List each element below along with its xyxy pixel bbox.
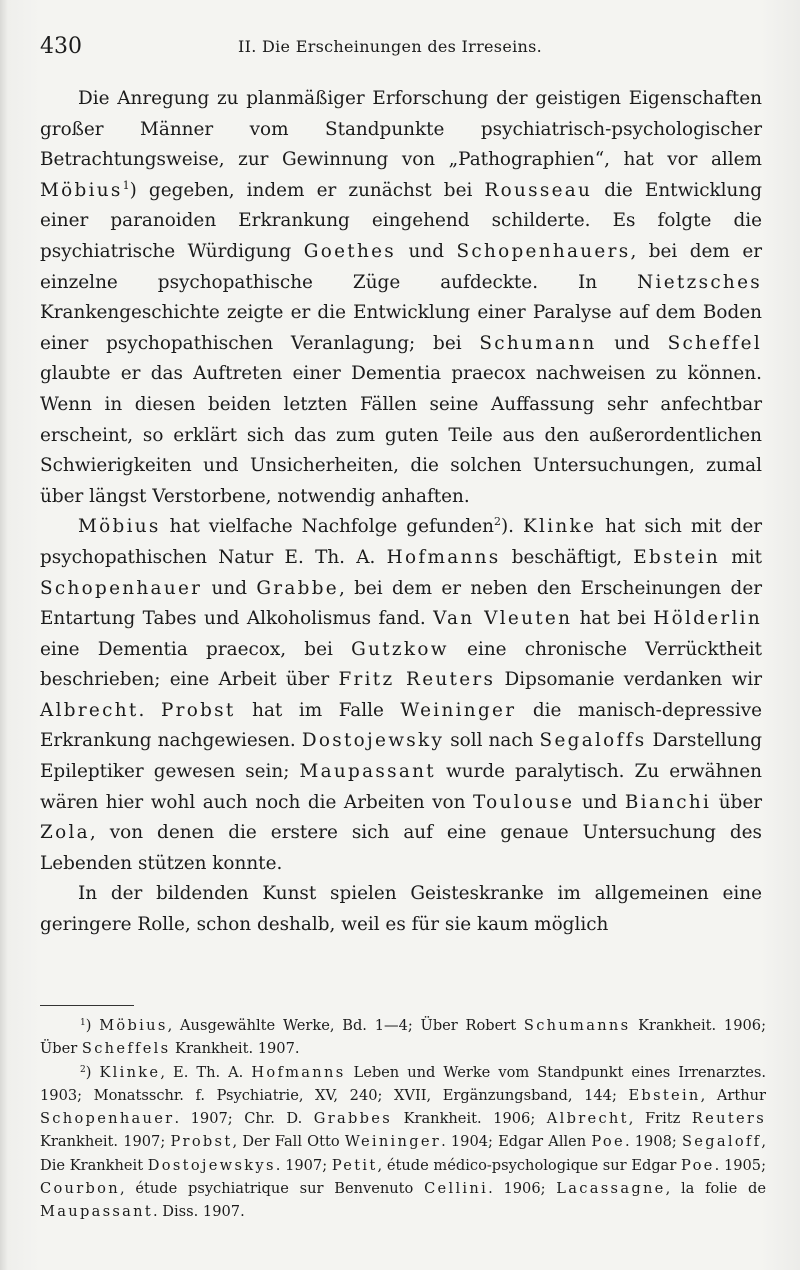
text-run: , Fritz	[628, 1110, 692, 1128]
text-run: , Die Krankheit	[40, 1133, 766, 1174]
page-header	[40, 34, 760, 64]
text-run: . 1908;	[624, 1133, 682, 1151]
emphasized-name: Scheffel	[667, 332, 762, 354]
emphasized-name: Maupassant	[40, 1203, 154, 1221]
emphasized-name: Möbius	[99, 1017, 168, 1034]
text-run: beschäftigt,	[500, 546, 634, 568]
text-run: Krankheit. 1906;	[392, 1110, 547, 1128]
emphasized-name: Zola	[40, 822, 90, 844]
text-run: hat vielfache Nachfolge gefunden	[160, 516, 494, 538]
text-run: Leben und Werke vom Standpunkt eines Irrenarztes. 1903; Monatsschr. f. Psychiatrie, XV, 240; XVII, Ergänzungsband, 144;	[40, 1063, 766, 1104]
text-run: mit	[720, 546, 762, 568]
text-run: . 1904; Edgar Allen	[441, 1133, 592, 1151]
text-run: wurde paralytisch. Zu erwähnen wären hier wohl auch noch die Arbeiten von	[40, 761, 762, 813]
text-run: )	[85, 1063, 100, 1081]
text-run: über	[711, 791, 762, 813]
footnote-rule	[40, 1005, 134, 1006]
text-run: , la folie de	[665, 1180, 766, 1198]
emphasized-name: Grabbes	[313, 1110, 393, 1128]
emphasized-name: Schopenhauer	[40, 1110, 175, 1128]
emphasized-name: Segaloffs	[539, 730, 647, 752]
emphasized-name: Fritz Reuters	[338, 669, 496, 691]
text-run: , étude psychiatrique sur Benvenuto	[119, 1180, 425, 1198]
emphasized-name: Courbon	[40, 1180, 120, 1198]
emphasized-name: Hölderlin	[653, 608, 762, 630]
paragraph	[40, 84, 762, 512]
text-run: , étude médico-psychologique sur Edgar	[377, 1156, 682, 1174]
text-run: Krankheit. 1906; Über	[40, 1017, 766, 1058]
emphasized-name: Schumann	[479, 332, 597, 354]
text-run: , Arthur	[700, 1086, 767, 1104]
emphasized-name: Van Vleuten	[433, 608, 573, 630]
emphasized-name: Albrecht	[546, 1110, 629, 1128]
text-run: glaubte er das Auftreten einer Dementia praecox nachweisen zu können. Wenn in diesen beiden letzten Fällen seine Auffassung sehr anfechtbar erscheint, so erklärt sich das zum guten Teile aus den außerordentlichen Schwierigkeiten und Unsicherheiten, die solchen Untersuchungen, zumal über längst Verstorbene, notwendig anhaften.	[40, 363, 762, 507]
text-run: hat bei	[572, 608, 654, 630]
footnote	[40, 1061, 766, 1224]
running-head: II. Die Erscheinungen des Irreseins.	[238, 37, 543, 56]
text-run: ) gegeben, indem er zunächst bei	[129, 179, 485, 201]
text-run: Darstellung Epileptiker gewesen sein;	[40, 730, 762, 783]
emphasized-name: Poe	[681, 1156, 715, 1174]
emphasized-name: Cellini	[424, 1180, 489, 1198]
body-text	[40, 84, 762, 941]
emphasized-name: Bianchi	[624, 791, 712, 813]
emphasized-name: Probst	[170, 1133, 233, 1151]
emphasized-name: Ebstein	[633, 546, 721, 568]
paragraph	[40, 512, 762, 879]
emphasized-name: Dostojewskys	[147, 1156, 276, 1174]
footnote-ref: 2	[80, 1064, 86, 1075]
footnote-ref: 1	[122, 178, 130, 192]
text-run: , bei dem er einzelne psychopathische Züge aufdeckte. In	[40, 240, 762, 293]
footnote-ref: 1	[80, 1018, 86, 1028]
text-run: Krankheit. 1907;	[40, 1133, 171, 1151]
text-run: Krankengeschichte zeigte er die Entwicklung einer Paralyse auf dem Boden einer psychopathischen Veranlagung; bei	[40, 302, 762, 354]
text-run: , von denen die erstere sich auf eine genaue Untersuchung des Lebenden stützen konnte.	[40, 822, 762, 874]
emphasized-name: Schumanns	[523, 1017, 631, 1034]
emphasized-name: Reuters	[691, 1110, 766, 1128]
text-run: .	[138, 699, 161, 721]
text-run: , E. Th. A.	[160, 1063, 252, 1081]
emphasized-name: Klinke	[522, 516, 597, 538]
text-run: , Ausgewählte Werke, Bd. 1—4; Über Robert	[167, 1017, 524, 1034]
text-run: . 1905;	[714, 1156, 766, 1174]
text-run: und	[202, 577, 257, 599]
text-run: die manisch-depressive Erkrankung nachgewiesen.	[40, 699, 762, 752]
text-run: , Der Fall Otto	[232, 1133, 345, 1151]
emphasized-name: Poe	[591, 1133, 625, 1151]
text-run: Dipsomanie verdanken wir	[495, 669, 762, 691]
emphasized-name: Albrecht	[40, 699, 139, 721]
text-run: die Entwicklung einer paranoiden Erkrankung eingehend schilderte. Es folgte die psychiatrische Würdigung	[40, 179, 762, 262]
emphasized-name: Möbius	[40, 179, 123, 201]
emphasized-name: Petit	[331, 1156, 378, 1174]
emphasized-name: Goethes	[303, 240, 397, 262]
emphasized-name: Hofmanns	[386, 546, 501, 568]
emphasized-name: Hofmanns	[251, 1063, 346, 1081]
emphasized-name: Toulouse	[473, 791, 575, 813]
text-run: hat im Falle	[235, 699, 401, 721]
emphasized-name: Maupassant	[299, 761, 436, 783]
footnote-ref: 2	[493, 515, 501, 529]
emphasized-name: Segaloff	[682, 1133, 762, 1151]
text-run: soll nach	[444, 730, 540, 752]
emphasized-name: Gutzkow	[351, 638, 449, 660]
emphasized-name: Ebstein	[628, 1086, 701, 1104]
emphasized-name: Schopenhauers	[456, 240, 631, 262]
text-run: Die Anregung zu planmäßiger Erforschung der geistigen Eigenschaften großer Männer vom Standpunkte psychiatrisch-psychologischer Betrachtungsweise, zur Gewinnung von „Pathographien“, hat vor allem	[40, 88, 762, 171]
page-number: 430	[40, 34, 82, 59]
text-run: , bei dem er neben den Erscheinungen der Entartung Tabes und Alkoholismus fand.	[40, 577, 762, 630]
emphasized-name: Möbius	[78, 516, 161, 538]
footnote	[40, 1014, 766, 1061]
text-run: eine chronische Verrücktheit beschrieben; eine Arbeit über	[40, 638, 763, 691]
text-run: und	[596, 332, 668, 354]
text-run: eine Dementia praecox, bei	[40, 638, 352, 660]
emphasized-name: Grabbe	[256, 577, 339, 599]
emphasized-name: Scheffels	[81, 1040, 171, 1058]
text-run: . 1906;	[488, 1180, 557, 1198]
text-run: . 1907; Chr. D.	[174, 1110, 314, 1128]
emphasized-name: Lacassagne	[556, 1180, 666, 1198]
emphasized-name: Klinke	[99, 1063, 161, 1081]
text-run: hat sich mit der psychopathischen Natur E. Th. A.	[40, 516, 762, 568]
text-run: Krankheit. 1907.	[170, 1040, 300, 1058]
text-run: . 1907;	[275, 1156, 332, 1174]
text-run: und	[396, 240, 457, 262]
footnotes	[40, 1014, 766, 1224]
emphasized-name: Dostojewsky	[301, 730, 445, 752]
text-run: ).	[500, 516, 523, 538]
emphasized-name: Probst	[160, 699, 236, 721]
emphasized-name: Rousseau	[484, 179, 593, 201]
paragraph	[40, 879, 762, 940]
text-run: In der bildenden Kunst spielen Geisteskranke im allgemeinen eine geringere Rolle, schon deshalb, weil es für sie kaum möglich	[40, 883, 762, 936]
text-run: )	[85, 1017, 100, 1034]
emphasized-name: Nietzsches	[637, 271, 762, 293]
text-run: und	[574, 791, 625, 813]
emphasized-name: Schopenhauer	[40, 577, 203, 599]
emphasized-name: Weininger	[344, 1133, 442, 1151]
emphasized-name: Weininger	[400, 699, 517, 721]
text-run: . Diss. 1907.	[153, 1203, 245, 1221]
